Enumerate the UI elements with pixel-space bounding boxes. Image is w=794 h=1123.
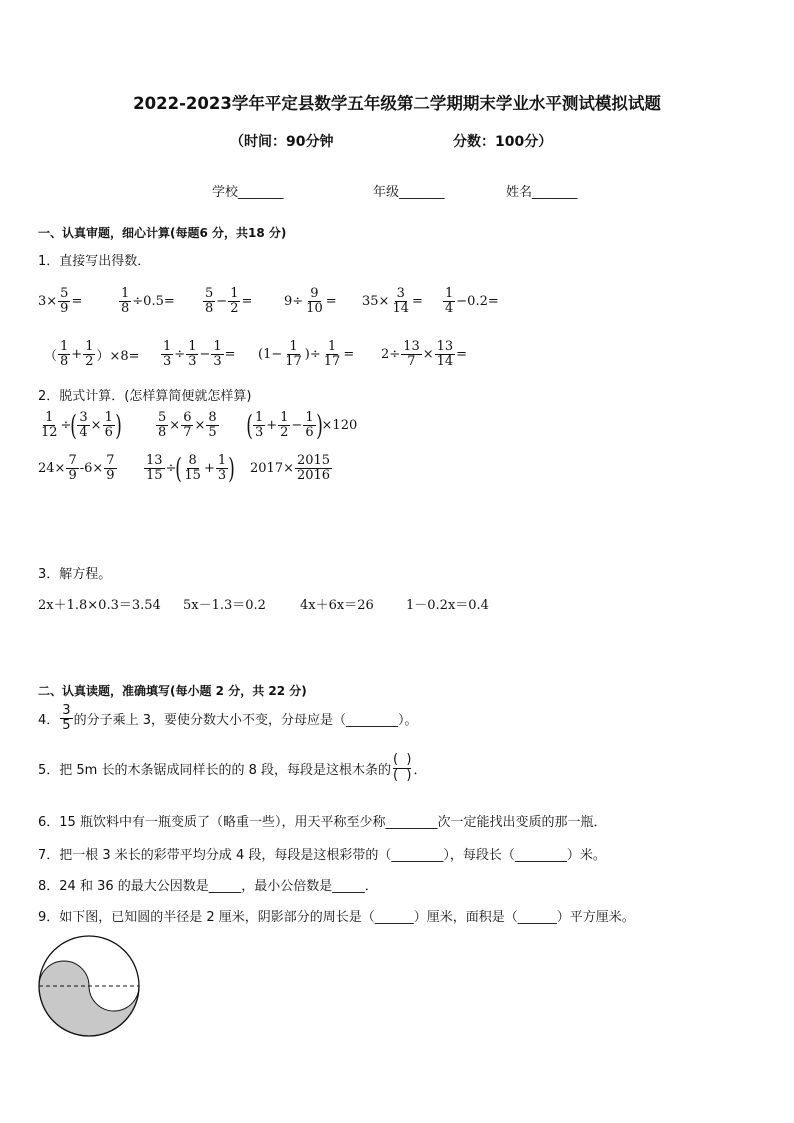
expr-2-5: $\frac{13}{15}$ ÷ ( $\frac{8}{15}$ + $\frac{1}{3}$ ) xyxy=(146,451,235,485)
answer-fraction-blank[interactable]: ( ) ( ) xyxy=(393,752,412,783)
question-9: 9．如下图，已知圆的半径是 2 厘米，阴影部分的周长是（______）厘米，面积是（______）平方厘米。 xyxy=(38,910,635,925)
expr-2-1: $\frac{1}{12}$ ÷ ( $\frac{3}{4}$ × $\frac{1}{6}$ ) xyxy=(41,408,122,442)
calc-1-6: $\frac{1}{4}$ −0.2= xyxy=(445,286,499,317)
question-3: 3．解方程。 xyxy=(38,567,112,582)
calc-1-1: 3× $\frac{5}{9}$ = xyxy=(38,286,83,317)
question-5-text: 5．把 5m 长的木条锯成同样长的的 8 段，每段是这根木条的 xyxy=(38,762,392,778)
question-5 xyxy=(38,753,426,784)
section-1-heading: 一、认真审题，细心计算(每题6 分，共18 分) xyxy=(38,226,287,240)
calc-1-3: $\frac{5}{8}$ − $\frac{1}{2}$ = xyxy=(205,286,253,317)
equation-2: 5x－1.3＝0.2 xyxy=(183,598,266,613)
school-field: 学校_______ xyxy=(212,185,284,200)
question-7: 7．把一根 3 米长的彩带平均分成 4 段，每段是这根彩带的（________），每段长（________）米。 xyxy=(38,848,606,863)
name-field: 姓名_______ xyxy=(506,185,578,200)
calc-1-2: $\frac{1}{8}$ ÷0.5= xyxy=(121,286,175,317)
calc-1-10: 2÷ $\frac{13}{7}$ × $\frac{13}{14}$ = xyxy=(381,339,468,370)
question-5-end: ． xyxy=(413,762,427,778)
equation-3: 4x＋6x＝26 xyxy=(300,598,374,613)
question-2: 2．脱式计算．(怎样算简便就怎样算) xyxy=(38,389,252,404)
grade-field: 年级_______ xyxy=(373,185,445,200)
expr-2-4: 24× $\frac{7}{9}$ -6× $\frac{7}{9}$ xyxy=(38,453,115,484)
page-title: 2022-2023学年平定县数学五年级第二学期期末学业水平测试模拟试题 xyxy=(133,94,661,113)
expr-2-2: $\frac{5}{8}$ × $\frac{6}{7}$ × $\frac{8}{5}$ xyxy=(158,410,217,441)
expr-2-6: 2017× $\frac{2015}{2016}$ xyxy=(250,453,331,484)
question-1: 1．直接写出得数． xyxy=(38,254,151,269)
question-4: 4． $\frac{3}{5}$ 的分子乘上 3，要使分数大小不变，分母应是（________）。 xyxy=(38,703,418,734)
circle-figure xyxy=(36,933,142,1039)
question-4-number: 4． xyxy=(38,713,60,729)
exam-time: （时间：90分钟 xyxy=(230,134,334,150)
calc-1-7: （ $\frac{1}{8}$ + $\frac{1}{2}$ ）×8= xyxy=(44,339,140,370)
calc-1-8: $\frac{1}{3}$ ÷ $\frac{1}{3}$ − $\frac{1}{3}$ = xyxy=(163,339,236,370)
calc-1-5: 35× $\frac{3}{14}$ = xyxy=(362,286,423,317)
question-4-text: 的分子乘上 3，要使分数大小不变，分母应是（________）。 xyxy=(73,713,418,729)
equation-1: 2x＋1.8×0.3＝3.54 xyxy=(38,598,161,613)
calc-1-4: 9÷ $\frac{9}{10}$ = xyxy=(284,286,337,317)
shaded-region xyxy=(39,961,139,1036)
expr-2-3: ( $\frac{1}{3}$ + $\frac{1}{2}$ − $\frac{1}{6}$ ) ×120 xyxy=(246,408,358,442)
calc-1-9: (1− $\frac{1}{17}$ )÷ $\frac{1}{17}$ = xyxy=(258,339,355,370)
section-2-heading: 二、认真读题，准确填写(每小题 2 分，共 22 分) xyxy=(38,684,307,698)
equation-4: 1－0.2x＝0.4 xyxy=(406,598,489,613)
question-8: 8．24 和 36 的最大公因数是_____，最小公倍数是_____． xyxy=(38,879,378,894)
question-6: 6．15 瓶饮料中有一瓶变质了（略重一些），用天平称至少称________次一定能找出变质的那一瓶． xyxy=(38,815,607,830)
exam-score: 分数：100分） xyxy=(453,134,553,150)
